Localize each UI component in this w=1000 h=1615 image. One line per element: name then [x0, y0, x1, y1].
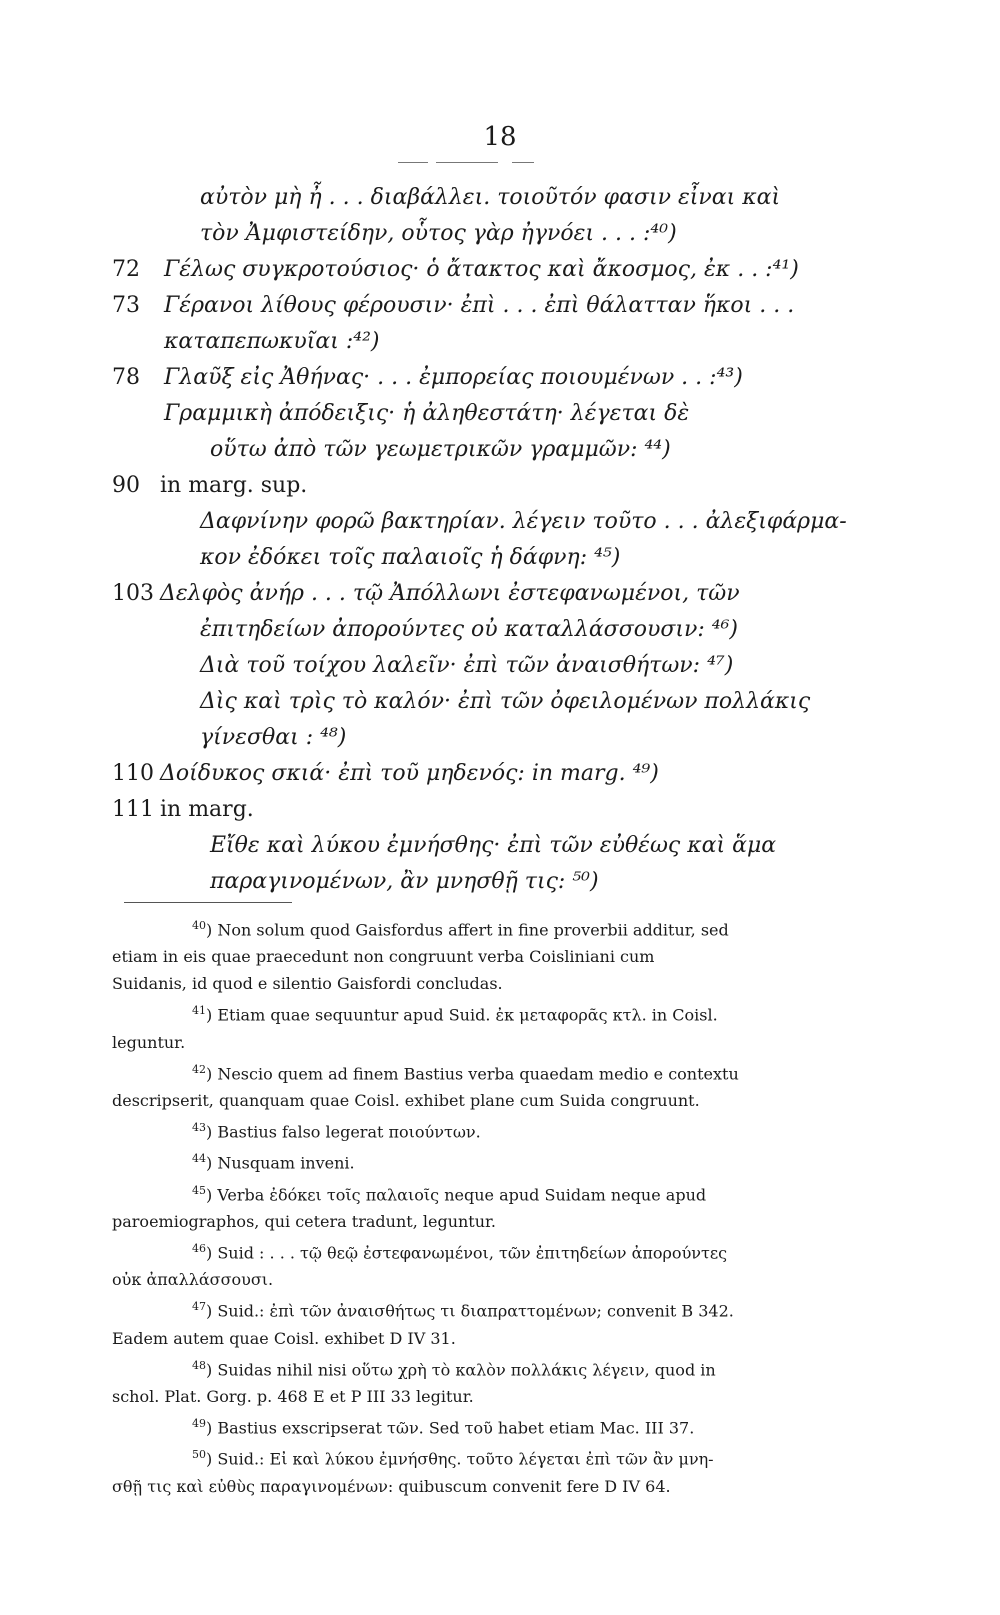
line-number: 90: [112, 473, 140, 498]
line-text: οὕτω ἀπὸ τῶν γεωμετρικῶν γραμμῶν: ⁴⁴): [210, 437, 671, 462]
footnote-line: $^{45}$) Verba ἐδόκει τοῖς παλαιοῖς neque apud Suidam neque apud: [192, 1183, 707, 1204]
footnote-line: [112, 1325, 872, 1352]
text-line: [112, 864, 872, 900]
text-line: [112, 720, 872, 756]
footnote-line: [112, 1029, 872, 1056]
footnote-text: Verba ἐδόκει τοῖς παλαιοῖς neque apud Suidam neque apud: [217, 1184, 707, 1204]
footnote-line: $^{44}$) Nusquam inveni.: [192, 1152, 355, 1173]
text-line: [112, 540, 872, 576]
header-rule: [0, 162, 1000, 164]
footnote: [112, 912, 872, 997]
footnote-line: $^{49}$) Bastius exscripserat τῶν. Sed τοῦ habet etiam Mac. III 37.: [192, 1416, 695, 1438]
footnote-text: Eadem autem quae Coisl. exhibet D IV 31.: [112, 1328, 456, 1348]
line-text: ἐπιτηδείων ἀπορούντες οὐ καταλλάσσουσιν: ⁴⁶): [200, 617, 738, 642]
footnote-text: Suid : . . . τῷ θεῷ ἐστεφανωμένοι, τῶν ἐπιτηδείων ἀπορούντες: [217, 1243, 728, 1263]
footnote-line: $^{43}$) Bastius falso legerat ποιούντων.: [192, 1120, 481, 1142]
footnote-ref: 40: [192, 919, 206, 932]
footnote-line: $^{42}$) Nescio quem ad finem Bastius verba quaedam medio e contextu: [192, 1062, 739, 1083]
text-line: [112, 612, 872, 648]
footnote: [112, 1235, 872, 1293]
footnote-line: [112, 970, 872, 997]
footnote-ref: 49: [192, 1416, 206, 1430]
line-text: Γέρανοι λίθους φέρουσιν· ἐπὶ . . . ἐπὶ θάλατταν ἥκοι . . .: [164, 293, 795, 318]
text-line: [112, 180, 872, 216]
footnote-text: descripserit, quanquam quae Coisl. exhibet plane cum Suida congruunt.: [112, 1090, 700, 1110]
line-number: 111: [112, 797, 154, 822]
text-line: [112, 324, 872, 360]
text-line: [112, 396, 872, 432]
footnote-ref: 45: [192, 1183, 206, 1197]
footnote-text: Etiam quae sequuntur apud Suid. ἐκ μεταφορᾶς κτλ. in Coisl.: [217, 1005, 718, 1025]
footnote: [112, 1352, 872, 1410]
footnote-line: [112, 1383, 872, 1410]
footnote-line: [112, 943, 872, 970]
line-number: 73: [112, 293, 140, 318]
footnote-text: Suid.: Εἰ καὶ λύκου ἐμνήσθης. τοῦτο λέγεται ἐπὶ τῶν ἂν μνη-: [217, 1449, 714, 1469]
footnote: [112, 1177, 872, 1235]
line-text: κον ἐδόκει τοῖς παλαιοῖς ἡ δάφνη: ⁴⁵): [200, 545, 621, 570]
line-text: Γέλως συγκροτούσιος· ὁ ἄτακτος καὶ ἄκοσμος, ἐκ . . :⁴¹): [164, 257, 799, 282]
footnote-ref: 46: [192, 1241, 206, 1255]
line-text: Γλαῦξ εἰς Ἀθήνας· . . . ἐμπορείας ποιουμένων . . :⁴³): [164, 365, 743, 390]
footnote-text: Suidas nihil nisi οὕτω χρὴ τὸ καλὸν πολλάκις λέγειν, quod in: [217, 1359, 716, 1379]
footnote-line: [112, 1087, 872, 1114]
line-text: παραγινομένων, ἂν μνησθῇ τις: ⁵⁰): [210, 869, 599, 894]
line-text: Δὶς καὶ τρὶς τὸ καλόν· ἐπὶ τῶν ὀφειλομένων πολλάκις: [200, 689, 811, 714]
line-text: Δοίδυκος σκιά· ἐπὶ τοῦ μηδενός: in marg. ⁴⁹): [160, 761, 659, 786]
line-number: 72: [112, 257, 140, 282]
text-line: [112, 792, 872, 828]
footnote-line: $^{50}$) Suid.: Εἰ καὶ λύκου ἐμνήσθης. τοῦτο λέγεται ἐπὶ τῶν ἂν μνη-: [192, 1448, 714, 1469]
footnote-text: Nusquam inveni.: [217, 1153, 355, 1173]
text-line: [112, 468, 872, 504]
line-number: 110: [112, 761, 154, 786]
text-line: [112, 432, 872, 468]
footnote-line: [112, 1208, 872, 1235]
footnote: [112, 1056, 872, 1114]
footnote-text: etiam in eis quae praecedunt non congruunt verba Coisliniani cum: [112, 947, 655, 967]
footnote-ref: 47: [192, 1300, 206, 1314]
line-text: Γραμμικὴ ἀπόδειξις· ἡ ἀληθεστάτη· λέγεται δὲ: [164, 401, 690, 426]
footnote-ref: 42: [192, 1062, 206, 1076]
text-line: [112, 504, 872, 540]
text-line: [112, 828, 872, 864]
footnote-ref: 44: [192, 1152, 206, 1166]
footnote-ref: 43: [192, 1120, 206, 1134]
text-line: [112, 360, 872, 396]
line-text: Διὰ τοῦ τοίχου λαλεῖν· ἐπὶ τῶν ἀναισθήτων: ⁴⁷): [200, 653, 734, 678]
footnote-line: $^{48}$) Suidas nihil nisi οὕτω χρὴ τὸ καλὸν πολλάκις λέγειν, quod in: [192, 1358, 716, 1379]
line-text: καταπεπωκυῖαι :⁴²): [164, 329, 380, 354]
footnote-line: $^{40}$) Non solum quod Gaisfordus affert in fine proverbii additur, sed: [192, 919, 729, 940]
footnote-line: [112, 1473, 872, 1500]
text-line: [112, 576, 872, 612]
footnote-text: Bastius falso legerat ποιούντων.: [217, 1122, 481, 1142]
footnote-line: $^{47}$) Suid.: ἐπὶ τῶν ἀναισθήτως τι διαπραττομένων; convenit B 342.: [192, 1300, 734, 1321]
footnotes: [112, 912, 872, 1500]
footnote: [112, 1441, 872, 1499]
line-text: in marg.: [160, 797, 254, 822]
text-line: [112, 288, 872, 324]
footnote-text: οὐκ ἀπαλλάσσουσι.: [112, 1270, 274, 1290]
footnote-line: $^{46}$) Suid : . . . τῷ θεῷ ἐστεφανωμένοι, τῶν ἐπιτηδείων ἀπορούντες: [192, 1241, 728, 1263]
text-line: [112, 684, 872, 720]
footnote-ref: 41: [192, 1004, 206, 1018]
line-text: γίνεσθαι : ⁴⁸): [200, 725, 347, 750]
footnote-text: σθῇ τις καὶ εὐθὺς παραγινομένων: quibuscum convenit fere D IV 64.: [112, 1476, 671, 1496]
line-text: Εἴθε καὶ λύκου ἐμνήσθης· ἐπὶ τῶν εὐθέως καὶ ἅμα: [210, 833, 777, 858]
footnote-divider: [124, 902, 292, 903]
text-line: [112, 756, 872, 792]
footnote: [112, 1410, 872, 1441]
footnote-line: [112, 1266, 872, 1293]
footnote-text: schol. Plat. Gorg. p. 468 E et P III 33 legitur.: [112, 1386, 474, 1406]
footnote-text: Bastius exscripserat τῶν. Sed τοῦ habet etiam Mac. III 37.: [217, 1418, 695, 1438]
line-text: Δελφὸς ἀνήρ . . . τῷ Ἀπόλλωνι ἐστεφανωμένοι, τῶν: [160, 581, 740, 606]
footnote-text: paroemiographos, qui cetera tradunt, leguntur.: [112, 1211, 497, 1231]
footnote: [112, 997, 872, 1055]
page-number: 18: [483, 122, 517, 152]
text-line: [112, 648, 872, 684]
line-text: in marg. sup.: [160, 473, 308, 498]
footnote: [112, 1114, 872, 1145]
line-text: Δαφνίνην φορῶ βακτηρίαν. λέγειν τοῦτο . . . ἀλεξιφάρμα-: [200, 509, 847, 534]
line-text: τὸν Ἀμφιστείδην, οὗτος γὰρ ἠγνόει . . . :⁴⁰): [200, 221, 677, 246]
footnote: [112, 1293, 872, 1351]
line-number: 103: [112, 581, 154, 606]
footnote: [112, 1145, 872, 1176]
footnote-line: $^{41}$) Etiam quae sequuntur apud Suid. ἐκ μεταφορᾶς κτλ. in Coisl.: [192, 1004, 718, 1025]
footnote-text: Non solum quod Gaisfordus affert in fine proverbii additur, sed: [217, 920, 729, 940]
footnote-text: Nescio quem ad finem Bastius verba quaedam medio e contextu: [217, 1063, 739, 1083]
footnote-text: Suidanis, id quod e silentio Gaisfordi concludas.: [112, 974, 503, 994]
line-number: 78: [112, 365, 140, 390]
footnote-ref: 50: [192, 1448, 206, 1462]
text-line: [112, 216, 872, 252]
footnote-ref: 48: [192, 1358, 206, 1372]
footnote-text: leguntur.: [112, 1032, 186, 1052]
text-line: [112, 252, 872, 288]
line-text: αὐτὸν μὴ ἦ . . . διαβάλλει. τοιοῦτόν φασιν εἶναι καὶ: [200, 185, 781, 210]
footnote-text: Suid.: ἐπὶ τῶν ἀναισθήτως τι διαπραττομένων; convenit B 342.: [217, 1301, 734, 1321]
main-text: [112, 180, 872, 900]
